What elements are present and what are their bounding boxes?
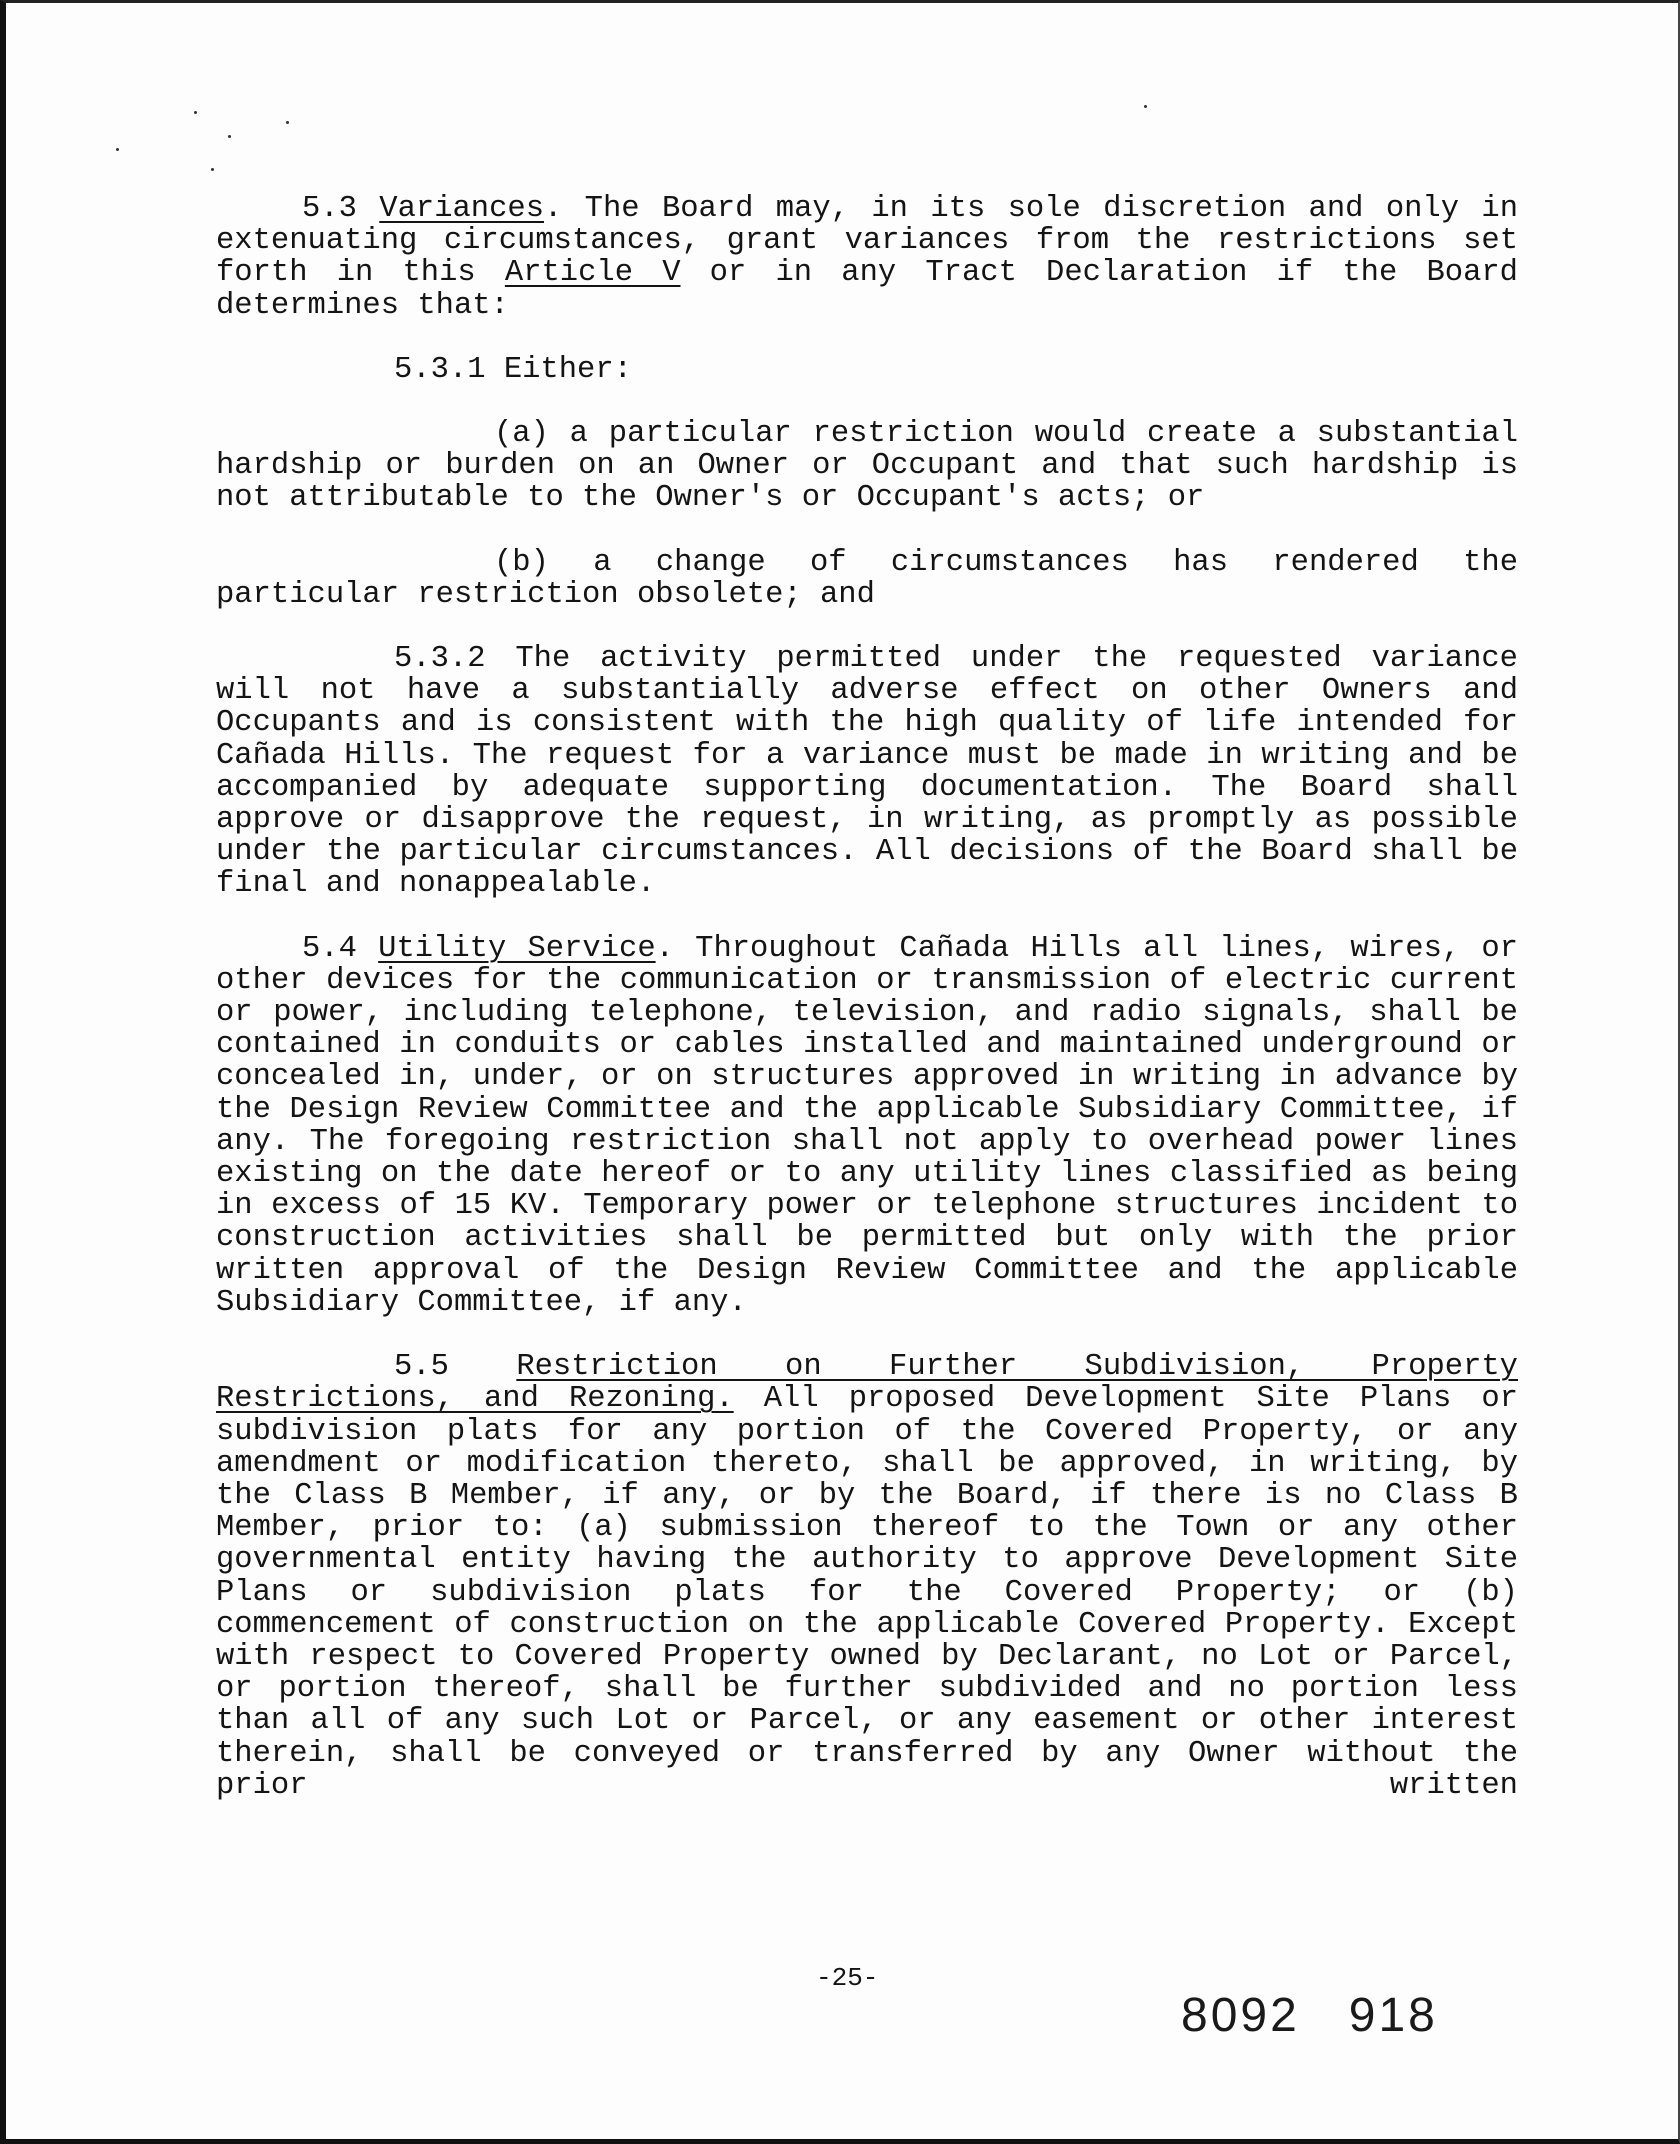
- paragraph-5-3-1: 5.3.1 Either:: [394, 352, 632, 387]
- section-text: . The Board may, in its sole discretion and only in extenuating circumstances, grant variances from the restrictions set forth in this: [216, 192, 1518, 291]
- paragraph-item-a: (a) a particular restriction would create a substantial hardship or burden on an Owner or Occupant and that such hardship is not attributable to the Owner's or Occupant's acts; or: [216, 417, 1518, 516]
- scan-speck: [116, 148, 119, 151]
- scan-speck: [228, 135, 231, 138]
- section-number: 5.4: [302, 931, 357, 966]
- document-number: 8092 918: [1181, 1989, 1438, 2042]
- section-heading: Restriction on Further Subdivision, Property Restrictions, and Rezoning.: [216, 1350, 1518, 1417]
- section-heading: Utility Service: [378, 931, 656, 966]
- scan-speck: [1144, 105, 1147, 108]
- section-text: All proposed Development Site Plans or subdivision plats for any portion of the Covered Property, or any amendment or modification thereto, shall be approved, in writing, by the Class B Member, if any, or by the Board, if there is no Class B Member, prior to: (a) submission thereof to the Town or any other governmental entity having the authority to approve Development Site Plans or subdivision plats for the Covered Property; or (b) commencement of construction on the applicable Covered Property. Except with respect to Covered Property owned by Declarant, no Lot or Parcel, or portion thereof, shall be further subdivided and no portion less than all of any such Lot or Parcel, or any easement or other interest therein, shall be conveyed or transferred by any Owner without the prior written: [216, 1382, 1518, 1803]
- scan-speck: [211, 168, 214, 171]
- section-heading: Variances: [379, 192, 545, 226]
- paragraph-item-b: (b) a change of circumstances has rendered the particular restriction obsolete; and: [216, 545, 1518, 612]
- page-number: -25-: [816, 1963, 879, 1993]
- paragraph-5-4: [216, 933, 1518, 1319]
- paragraph-5-3: [216, 193, 1518, 322]
- scan-speck: [286, 121, 289, 124]
- section-number: 5.5: [394, 1350, 449, 1385]
- article-reference: Article V: [504, 256, 681, 291]
- document-body: [216, 193, 1518, 1802]
- paragraph-5-3-2: 5.3.2 The activity permitted under the requested variance will not have a substantially adverse effect on other Owners and Occupants and is consistent with the high quality of life intended for Cañada Hills. The request for a variance must be made in writing and be accompanied by adequate supporting documentation. The Board shall approve or disapprove the request, in writing, as promptly as possible under the particular circumstances. All decisions of the Board shall be final and nonappealable.: [216, 642, 1518, 902]
- section-number: 5.3: [302, 192, 357, 226]
- section-text: or in any Tract Declaration if the Board determines that:: [216, 256, 1518, 323]
- scan-speck: [194, 111, 197, 114]
- section-text: . Throughout Cañada Hills all lines, wires, or other devices for the communication or transmission of electric current or power, including telephone, television, and radio signals, shall be contained in conduits or cables installed and maintained underground or concealed in, under, or on structures approved in writing in advance by the Design Review Committee and the applicable Subsidiary Committee, if any. The foregoing restriction shall not apply to overhead power lines existing on the date hereof or to any utility lines classified as being in excess of 15 KV. Temporary power or telephone structures incident to construction activities shall be permitted but only with the prior written approval of the Design Review Committee and the applicable Subsidiary Committee, if any.: [216, 931, 1519, 1320]
- paragraph-5-5: [216, 1351, 1518, 1802]
